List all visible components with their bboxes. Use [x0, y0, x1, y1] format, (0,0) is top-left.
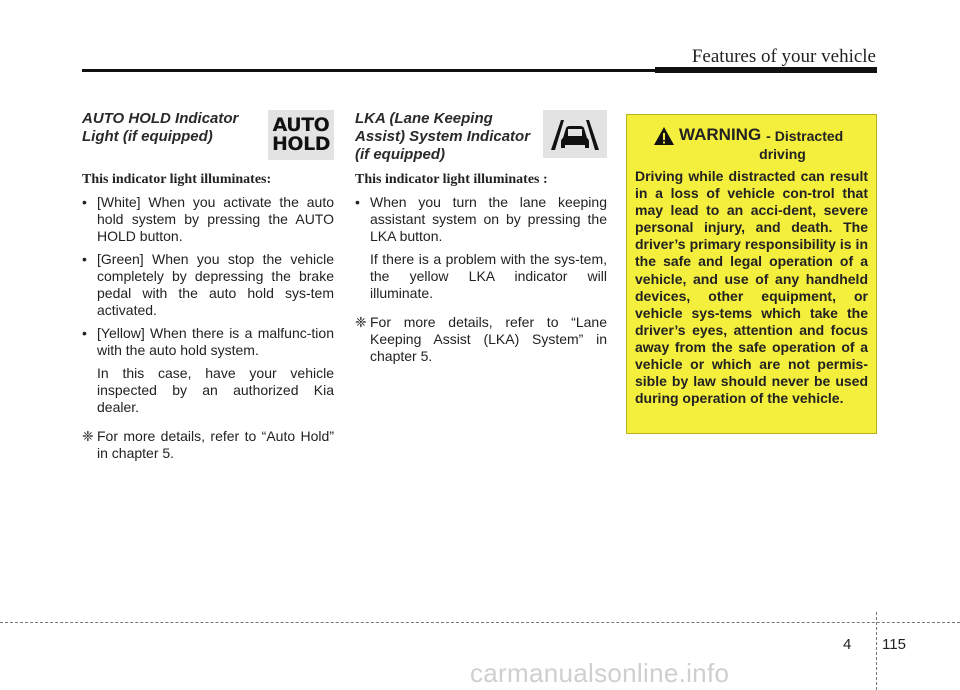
- lka-title-line1: LKA (Lane Keeping: [355, 110, 493, 127]
- warning-subtitle-2: driving: [759, 146, 806, 162]
- auto-hold-indicator-icon: [268, 110, 334, 160]
- lka-note: [355, 314, 607, 365]
- note-text: For more details, refer to “Auto Hold” in chapter 5.: [97, 428, 334, 461]
- lka-title-line3: (if equipped): [355, 146, 445, 163]
- bullet-icon: •: [355, 194, 360, 210]
- bullet-text: [Yellow] When there is a malfunc-tion with the auto hold system.: [97, 325, 334, 358]
- bullet-icon: •: [82, 194, 87, 210]
- auto-hold-section: [82, 110, 334, 462]
- header-title: Features of your vehicle: [691, 46, 876, 67]
- auto-hold-intro: This indicator light illuminates:: [82, 172, 272, 187]
- lka-heading: [355, 110, 607, 166]
- warning-triangle-icon: [653, 126, 675, 146]
- chapter-number: 4: [843, 636, 852, 653]
- warning-heading: [653, 125, 868, 146]
- footer-rule: [0, 622, 960, 623]
- auto-hold-title-line2: Light (if equipped): [82, 128, 213, 145]
- lane-keeping-car-icon: [543, 110, 607, 158]
- footer-divider: [876, 612, 877, 690]
- lka-icon-svg: [547, 114, 603, 154]
- warning-body: Driving while distracted can result in a loss of vehicle con-trol that may lead to an acci-dent, severe personal injury, and death. The driver’s primary responsibility is in the safe and legal operation of a vehicle, and use of any handheld devices, other equipment, or vehicle sys-tems which take the driver’s eyes, attention and focus away from the safe operation of a vehicle or which are not permis-sible by law should never be used during operation of the vehicle.: [635, 168, 868, 407]
- header-rule-accent: [655, 67, 877, 73]
- note-mark-icon: ❈: [355, 314, 367, 330]
- warning-label: WARNING: [679, 125, 762, 144]
- auto-hold-heading: [82, 110, 334, 166]
- auto-hold-badge-line1: AUTO: [272, 114, 330, 136]
- bullet-text: [Green] When you stop the vehicle completely by depressing the brake pedal with the auto hold sys-tem activated.: [97, 251, 334, 318]
- bullet-text: When you turn the lane keeping assistant system on by pressing the LKA button.: [370, 194, 607, 244]
- bullet-icon: •: [82, 325, 87, 341]
- auto-hold-note: [82, 428, 334, 462]
- watermark: carmanualsonline.info: [470, 658, 730, 688]
- lka-title-line2: Assist) System Indicator: [355, 128, 531, 145]
- auto-hold-bullet-white: [82, 194, 334, 245]
- auto-hold-badge-line2: HOLD: [272, 133, 330, 155]
- warning-subtitle: - Distracted: [766, 128, 844, 144]
- note-text: For more details, refer to “Lane Keeping Assist (LKA) System” in chapter 5.: [370, 314, 607, 364]
- lka-intro: This indicator light illuminates :: [355, 172, 548, 187]
- auto-hold-title-line1: AUTO HOLD Indicator: [82, 110, 239, 127]
- auto-hold-bullet-yellow: [82, 325, 334, 359]
- lka-bullet-para: If there is a problem with the sys-tem, the yellow LKA indicator will illuminate.: [370, 251, 607, 301]
- note-mark-icon: ❈: [82, 428, 94, 444]
- auto-hold-bullet-green: [82, 251, 334, 319]
- lka-bullet-on: [355, 194, 607, 245]
- page-number: 115: [882, 636, 906, 653]
- bullet-text: [White] When you activate the auto hold system by pressing the AUTO HOLD button.: [97, 194, 334, 244]
- lka-section: [355, 110, 607, 365]
- warning-box: [626, 114, 877, 434]
- auto-hold-bullet-yellow-para: In this case, have your vehicle inspected by an authorized Kia dealer.: [97, 365, 334, 415]
- bullet-icon: •: [82, 251, 87, 267]
